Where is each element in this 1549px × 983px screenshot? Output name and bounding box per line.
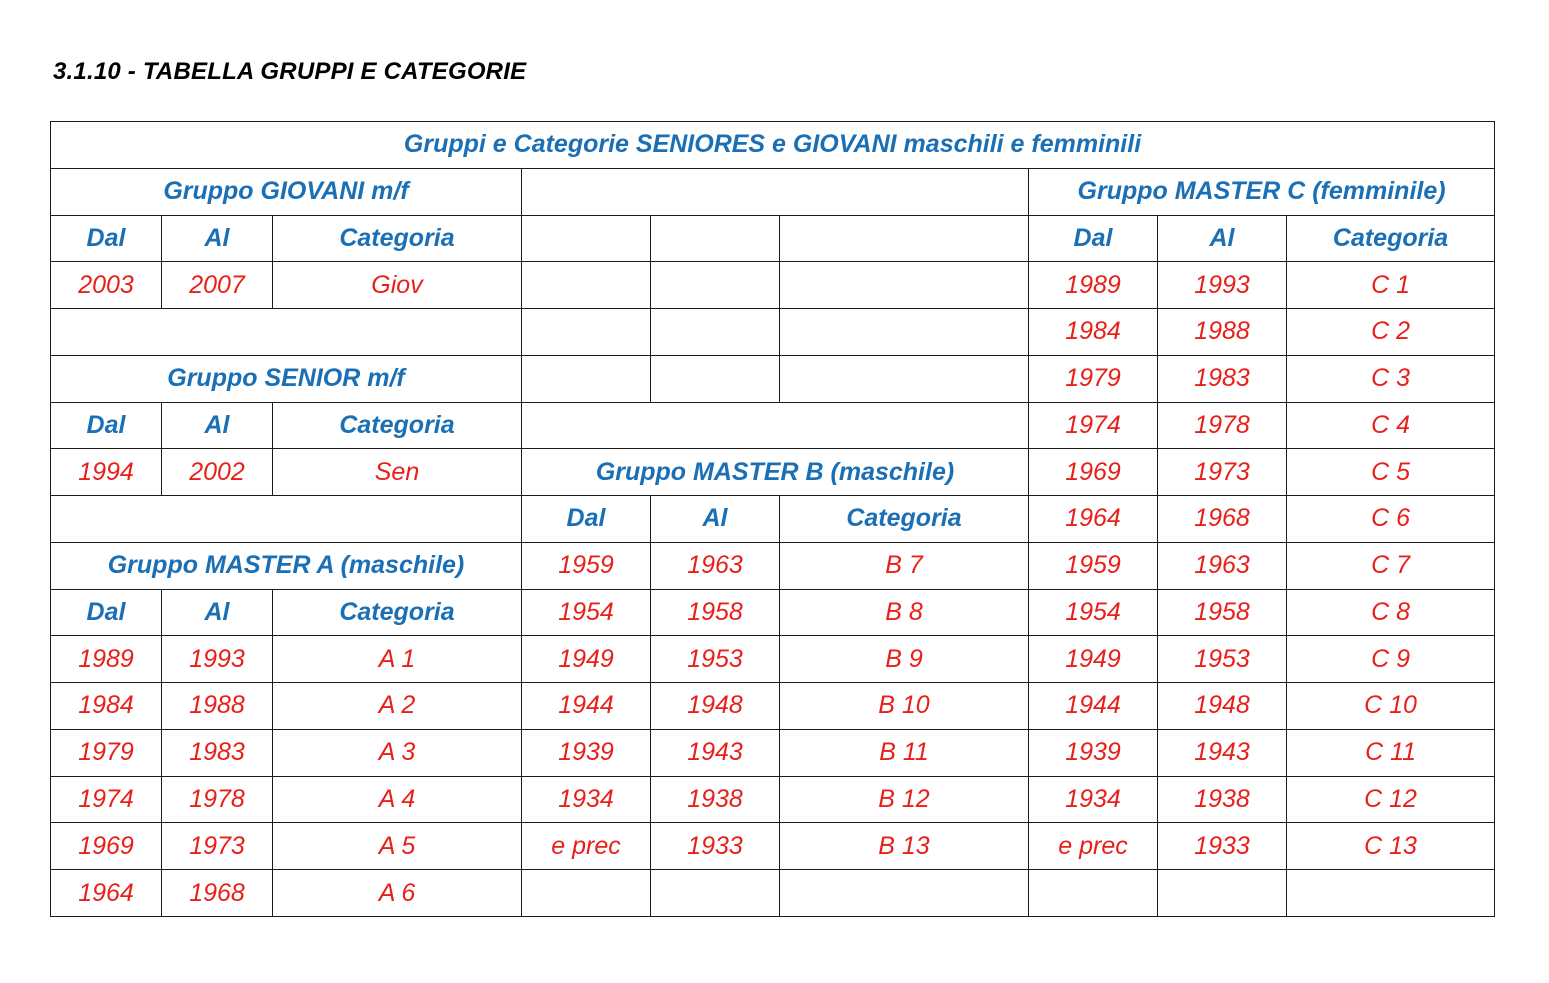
col-header-dal: Dal [522,496,651,543]
table-row [51,215,1495,262]
empty-cell [522,168,1029,215]
col-header-al: Al [162,589,273,636]
senior-title: Gruppo SENIOR m/f [51,355,522,402]
cell-al: 1938 [651,776,780,823]
cell-categoria: A 1 [273,636,522,683]
cell-dal: 1964 [51,870,162,917]
empty-cell [522,355,651,402]
cell-categoria: C 13 [1287,823,1495,870]
empty-cell [780,355,1029,402]
cell-al: 1983 [162,729,273,776]
empty-cell [780,870,1029,917]
col-header-dal: Dal [1029,215,1158,262]
cell-al: 1968 [162,870,273,917]
cell-al: 1958 [651,589,780,636]
cell-al: 1963 [1158,542,1287,589]
col-header-dal: Dal [51,589,162,636]
col-header-al: Al [162,402,273,449]
cell-dal: 2003 [51,262,162,309]
cell-dal: 1964 [1029,496,1158,543]
empty-cell [651,355,780,402]
cell-al: 1943 [1158,729,1287,776]
cell-al: 1978 [162,776,273,823]
cell-al: 1988 [1158,309,1287,356]
cell-categoria: B 12 [780,776,1029,823]
cell-categoria: A 6 [273,870,522,917]
cell-dal: 1954 [522,589,651,636]
cell-dal: 1969 [1029,449,1158,496]
table-row [51,122,1495,169]
cell-dal: 1984 [51,683,162,730]
cell-dal: 1959 [1029,542,1158,589]
cell-dal: 1989 [1029,262,1158,309]
table-row [51,683,1495,730]
master-b-title: Gruppo MASTER B (maschile) [522,449,1029,496]
empty-cell [1158,870,1287,917]
cell-dal: 1994 [51,449,162,496]
empty-cell [1029,870,1158,917]
cell-dal: 1939 [522,729,651,776]
cell-categoria: Sen [273,449,522,496]
cell-al: 1988 [162,683,273,730]
cell-al: 1953 [1158,636,1287,683]
cell-categoria: B 7 [780,542,1029,589]
cell-dal: e prec [1029,823,1158,870]
empty-cell [780,309,1029,356]
table-row [51,823,1495,870]
col-header-al: Al [651,496,780,543]
table-row [51,309,1495,356]
cell-al: 1948 [1158,683,1287,730]
categories-table [50,121,1495,917]
cell-al: 1958 [1158,589,1287,636]
cell-dal: 1989 [51,636,162,683]
cell-dal: 1959 [522,542,651,589]
table-row [51,776,1495,823]
cell-dal: 1939 [1029,729,1158,776]
empty-cell [651,215,780,262]
table-row [51,168,1495,215]
empty-cell [522,215,651,262]
cell-categoria: C 12 [1287,776,1495,823]
cell-categoria: C 10 [1287,683,1495,730]
cell-categoria: C 5 [1287,449,1495,496]
cell-dal: 1974 [1029,402,1158,449]
cell-categoria: C 1 [1287,262,1495,309]
empty-cell [651,262,780,309]
col-header-categoria: Categoria [780,496,1029,543]
cell-categoria: A 5 [273,823,522,870]
empty-cell [1287,870,1495,917]
cell-dal: 1934 [522,776,651,823]
empty-cell [651,870,780,917]
cell-categoria: C 7 [1287,542,1495,589]
master-c-title: Gruppo MASTER C (femminile) [1029,168,1495,215]
table-row [51,402,1495,449]
table-row [51,496,1495,543]
cell-al: 1933 [651,823,780,870]
cell-categoria: B 8 [780,589,1029,636]
cell-categoria: A 2 [273,683,522,730]
table-row [51,589,1495,636]
cell-al: 2007 [162,262,273,309]
cell-categoria: C 2 [1287,309,1495,356]
cell-categoria: B 11 [780,729,1029,776]
col-header-categoria: Categoria [273,215,522,262]
page-title: 3.1.10 - TABELLA GRUPPI E CATEGORIE [53,58,527,85]
cell-categoria: C 11 [1287,729,1495,776]
table-row [51,262,1495,309]
cell-dal: 1969 [51,823,162,870]
cell-dal: 1984 [1029,309,1158,356]
cell-al: 1973 [162,823,273,870]
table-row [51,355,1495,402]
cell-categoria: A 3 [273,729,522,776]
table-row [51,636,1495,683]
empty-cell [51,496,522,543]
empty-cell [780,262,1029,309]
table-row [51,729,1495,776]
cell-categoria: C 6 [1287,496,1495,543]
cell-al: 1978 [1158,402,1287,449]
empty-cell [651,309,780,356]
cell-dal: 1979 [1029,355,1158,402]
cell-dal: 1979 [51,729,162,776]
cell-al: 1963 [651,542,780,589]
cell-al: 1993 [162,636,273,683]
cell-categoria: B 9 [780,636,1029,683]
empty-cell [522,870,651,917]
cell-dal: 1944 [1029,683,1158,730]
cell-categoria: C 8 [1287,589,1495,636]
cell-al: 1948 [651,683,780,730]
col-header-al: Al [1158,215,1287,262]
cell-categoria: C 3 [1287,355,1495,402]
cell-al: 1938 [1158,776,1287,823]
empty-cell [780,215,1029,262]
table-row [51,449,1495,496]
empty-cell [522,309,651,356]
empty-cell [522,262,651,309]
cell-dal: 1944 [522,683,651,730]
col-header-dal: Dal [51,215,162,262]
cell-al: 1953 [651,636,780,683]
col-header-categoria: Categoria [273,402,522,449]
table-row [51,870,1495,917]
cell-al: 1973 [1158,449,1287,496]
main-header: Gruppi e Categorie SENIORES e GIOVANI maschili e femminili [51,122,1495,169]
cell-categoria: B 10 [780,683,1029,730]
cell-categoria: Giov [273,262,522,309]
giovani-title: Gruppo GIOVANI m/f [51,168,522,215]
cell-dal: 1949 [522,636,651,683]
cell-al: 1933 [1158,823,1287,870]
cell-dal: 1934 [1029,776,1158,823]
cell-categoria: A 4 [273,776,522,823]
cell-categoria: C 9 [1287,636,1495,683]
cell-categoria: B 13 [780,823,1029,870]
cell-al: 2002 [162,449,273,496]
col-header-dal: Dal [51,402,162,449]
cell-dal: 1974 [51,776,162,823]
cell-al: 1968 [1158,496,1287,543]
master-a-title: Gruppo MASTER A (maschile) [51,542,522,589]
cell-al: 1943 [651,729,780,776]
cell-categoria: C 4 [1287,402,1495,449]
col-header-categoria: Categoria [1287,215,1495,262]
col-header-categoria: Categoria [273,589,522,636]
empty-cell [51,309,522,356]
cell-dal: 1949 [1029,636,1158,683]
cell-dal: 1954 [1029,589,1158,636]
cell-dal: e prec [522,823,651,870]
table-row [51,542,1495,589]
col-header-al: Al [162,215,273,262]
cell-al: 1983 [1158,355,1287,402]
cell-al: 1993 [1158,262,1287,309]
empty-cell [522,402,1029,449]
